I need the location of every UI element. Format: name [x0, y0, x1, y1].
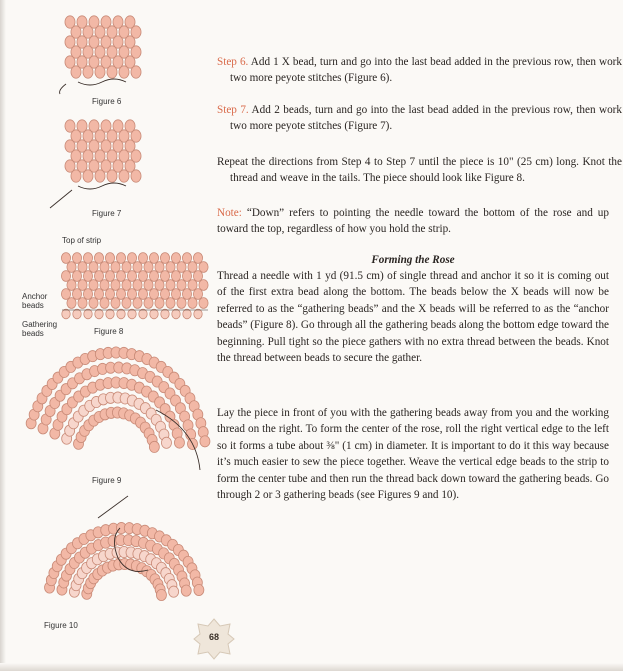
bead: [138, 271, 147, 282]
bead: [111, 280, 120, 291]
bead: [122, 280, 131, 291]
bead: [62, 309, 70, 319]
figure-9-caption: Figure 9: [92, 476, 122, 485]
top-of-strip-label: Top of strip: [62, 236, 102, 245]
bead: [95, 66, 105, 78]
bead: [182, 253, 191, 264]
step-6-text: Add 1 X bead, turn and go into the last bead added in the previous row, then work two more peyote stitches (Figure 6).: [230, 56, 622, 85]
bead: [89, 262, 98, 273]
bead: [131, 170, 141, 182]
bead: [144, 280, 153, 291]
bead: [188, 298, 197, 309]
bead: [83, 289, 92, 300]
bead: [160, 271, 169, 282]
figure-7-illustration: [58, 118, 150, 204]
bead: [117, 309, 125, 319]
bead: [95, 170, 105, 182]
bead: [166, 262, 175, 273]
bead: [171, 253, 180, 264]
bead: [67, 262, 76, 273]
bead: [122, 262, 131, 273]
bead: [78, 280, 87, 291]
figure-6-caption: Figure 6: [92, 97, 122, 106]
bead: [89, 280, 98, 291]
bead: [84, 309, 92, 319]
bead: [78, 298, 87, 309]
bead: [149, 253, 158, 264]
bead: [116, 271, 125, 282]
bead: [171, 271, 180, 282]
bead: [171, 289, 180, 300]
bead: [67, 298, 76, 309]
bead: [107, 66, 117, 78]
bead: [160, 289, 169, 300]
thread-path: [98, 496, 128, 518]
bead: [83, 253, 92, 264]
bead: [116, 289, 125, 300]
bead: [71, 170, 81, 182]
step-6-label: Step 6.: [217, 56, 249, 68]
bead: [100, 262, 109, 273]
bead: [119, 170, 129, 182]
bead: [161, 437, 171, 448]
bead: [71, 66, 81, 78]
bead: [122, 298, 131, 309]
bead: [149, 271, 158, 282]
bead: [161, 309, 169, 319]
bead: [83, 271, 92, 282]
bead: [138, 253, 147, 264]
bead: [193, 289, 202, 300]
forming-paragraph-2: Lay the piece in front of you with the gathering beads away from you and the working thread on the right. To form the center of the rose, roll the right vertical edge to the left so it forms a tube about ⅜" (1 cm) in diameter. It is important to do it this way because it’s much easier to sew the piece together. Weave the vertical edge beads to the strip to form the center tube and then run the thread back down toward the gathering beads. Go through 2 or 3 gathering beads (see Figures 9 and 10).: [217, 407, 609, 502]
figure-8: [58, 250, 218, 322]
bead: [131, 66, 141, 78]
bead: [199, 298, 208, 309]
bead: [105, 253, 114, 264]
forming-paragraph-1: Thread a needle with 1 yd (91.5 cm) of single thread and anchor it so it is coming out of the first extra bead along the bottom. The beads below the X beads will now be referred to as the “gathering beads” and the X beads will be referred to as the “anchor beads” (Figure 8). Go through all the gathering beads along the bottom edge toward the beginning. Pull tight so the piece gathers with no extra thread between the beads. Knot the thread between beads to secure the gather.: [217, 270, 609, 365]
bead: [149, 441, 159, 452]
repeat-paragraph: Repeat the directions from Step 4 to Step 7 until the piece is 10" (25 cm) long. Knot the thread and weave in the tails. The piece should look like Figure 8.: [217, 156, 622, 185]
step-7-label: Step 7.: [217, 104, 249, 116]
note-paragraph: [217, 205, 609, 238]
bead: [105, 271, 114, 282]
figure-8-caption: Figure 8: [94, 327, 124, 336]
thread-path: [78, 183, 126, 189]
bead: [144, 298, 153, 309]
bead: [119, 66, 129, 78]
thread-path: [60, 84, 66, 94]
bead: [83, 170, 93, 182]
bead: [111, 262, 120, 273]
bead: [111, 298, 120, 309]
bead: [94, 289, 103, 300]
bead: [89, 298, 98, 309]
bead: [105, 289, 114, 300]
figure-10-caption: Figure 10: [44, 621, 78, 630]
bead: [193, 271, 202, 282]
bead: [127, 289, 136, 300]
bead: [182, 271, 191, 282]
bead: [199, 262, 208, 273]
gathering-beads-label: Gathering beads: [22, 320, 58, 338]
bead: [72, 271, 81, 282]
bead: [166, 298, 175, 309]
bead: [61, 253, 70, 264]
bead: [133, 280, 142, 291]
section-heading: Forming the Rose: [371, 254, 455, 266]
bead: [116, 253, 125, 264]
bead: [138, 289, 147, 300]
bead: [61, 289, 70, 300]
bead: [155, 280, 164, 291]
bead: [107, 170, 117, 182]
bead: [139, 309, 147, 319]
bead: [100, 298, 109, 309]
step-7-paragraph: [217, 102, 622, 135]
bead: [95, 309, 103, 319]
bead: [67, 280, 76, 291]
bead: [128, 309, 136, 319]
bead: [127, 271, 136, 282]
page-number-badge: [193, 618, 235, 660]
bead: [155, 298, 164, 309]
bead: [188, 280, 197, 291]
bead: [78, 262, 87, 273]
bead: [61, 271, 70, 282]
bead: [183, 309, 191, 319]
bead: [127, 253, 136, 264]
thread-path: [78, 79, 126, 85]
bead: [106, 309, 114, 319]
bead: [172, 309, 180, 319]
bead: [94, 271, 103, 282]
bead: [174, 437, 184, 448]
bead: [160, 253, 169, 264]
figure-9-illustration: [6, 340, 214, 475]
bead: [133, 262, 142, 273]
note-label: Note:: [217, 207, 242, 219]
bead: [72, 253, 81, 264]
bead: [182, 289, 191, 300]
figure-7: [58, 118, 150, 204]
figure-8-illustration: [58, 250, 218, 322]
bead: [169, 586, 179, 597]
figure-7-caption: Figure 7: [92, 209, 122, 218]
bead: [73, 309, 81, 319]
figure-9: [6, 340, 214, 475]
anchor-beads-label: Anchor beads: [22, 292, 48, 310]
figure-6: [58, 14, 148, 94]
bead: [199, 280, 208, 291]
bead: [156, 589, 166, 600]
bead: [144, 262, 153, 273]
bead: [155, 262, 164, 273]
thread-path: [50, 190, 72, 208]
bead: [177, 262, 186, 273]
bead: [194, 309, 202, 319]
bead: [149, 289, 158, 300]
bead: [83, 66, 93, 78]
bead: [194, 584, 204, 595]
bead: [200, 436, 210, 447]
bead: [150, 309, 158, 319]
bead: [94, 253, 103, 264]
note-text: “Down” refers to pointing the needle toward the bottom of the rose and up toward the top, regardless of how you hold the strip.: [217, 207, 609, 236]
bead: [133, 298, 142, 309]
page-number: 68: [208, 632, 219, 642]
bead: [193, 253, 202, 264]
step-6-paragraph: [217, 54, 622, 87]
bead: [181, 585, 191, 596]
bead: [188, 262, 197, 273]
bead: [166, 280, 175, 291]
bead: [72, 289, 81, 300]
figure-6-illustration: [58, 14, 148, 94]
figures-column: [0, 0, 215, 671]
figure-10: [28, 488, 214, 613]
bead: [177, 298, 186, 309]
bead: [177, 280, 186, 291]
figure-10-illustration: [28, 488, 214, 613]
step-7-text: Add 2 beads, turn and go into the last bead added in the previous row, then work two more peyote stitches (Figure 7).: [230, 104, 622, 133]
bead: [100, 280, 109, 291]
